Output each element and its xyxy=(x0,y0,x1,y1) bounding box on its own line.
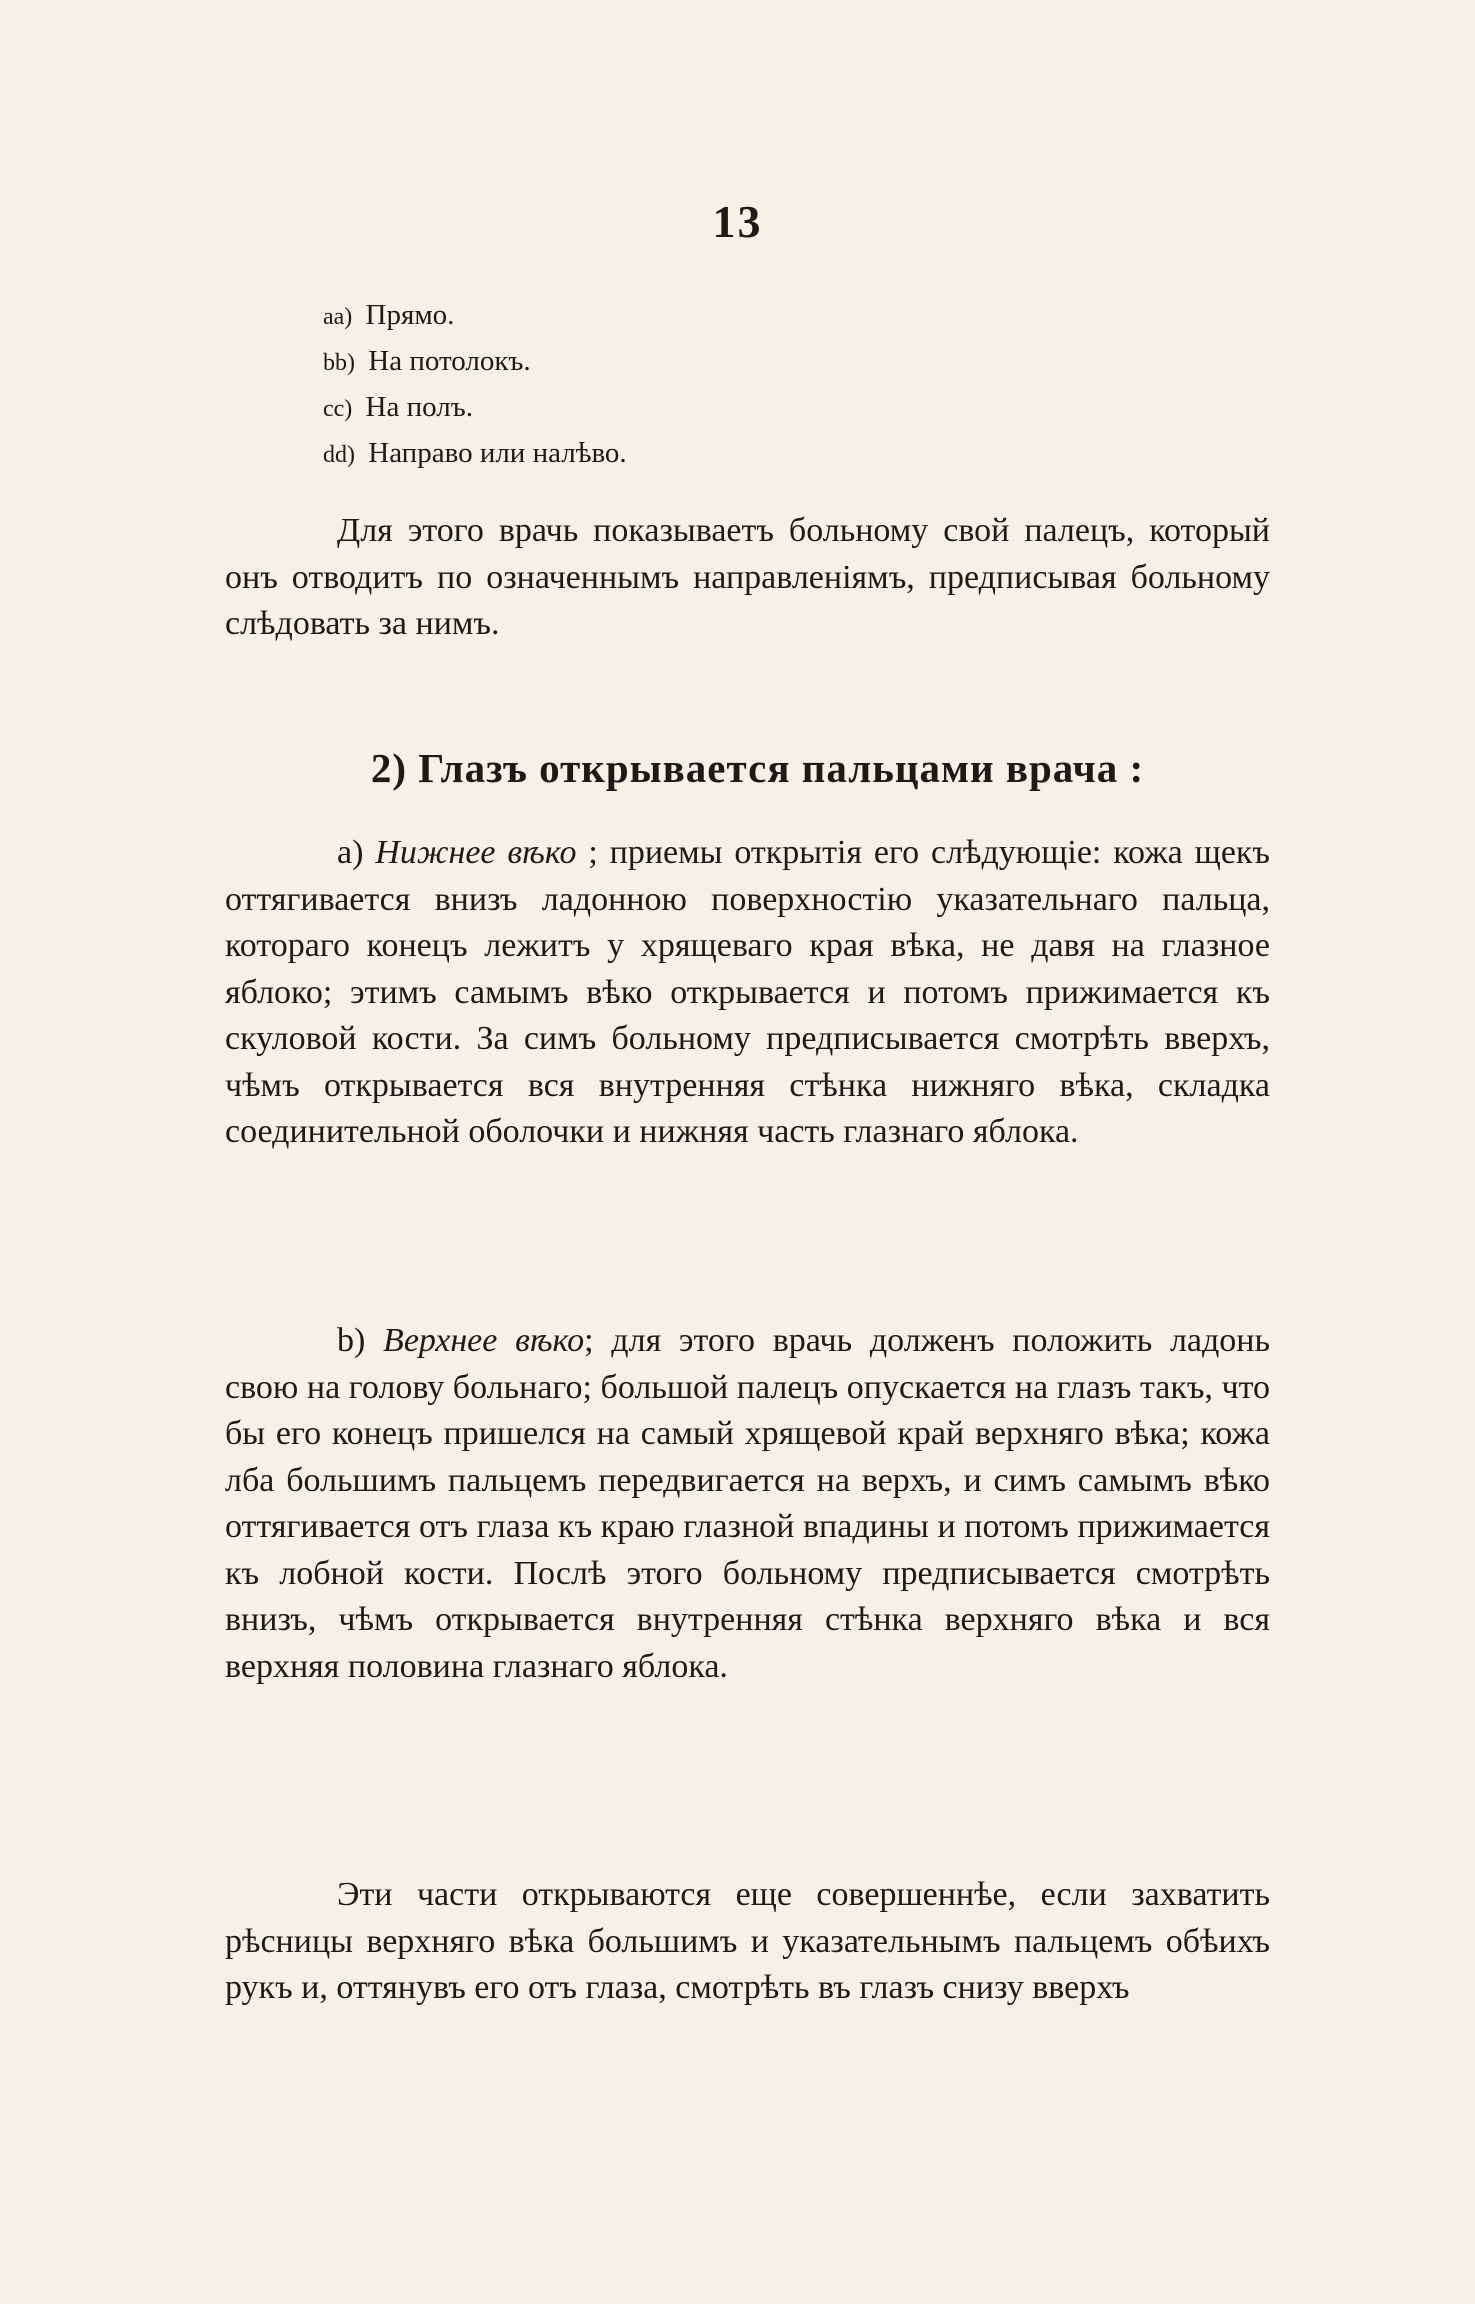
paragraph-text: Эти части открываются еще совершеннѣе, если захватить рѣсницы верхняго вѣка большимъ и указательнымъ пальцемъ обѣихъ рукъ и, оттянувъ его отъ глаза, смотрѣть въ глазъ снизу вверхъ xyxy=(225,1876,1270,2006)
paragraph-upper-eyelid xyxy=(225,1318,1270,1690)
paragraph-eyelashes xyxy=(225,1872,1270,2012)
item-label: b) xyxy=(337,1322,366,1359)
list-item xyxy=(323,430,1223,476)
page-number: 13 xyxy=(712,196,763,247)
item-body: ; приемы открытiя его слѣдующiе: кожа щекъ оттягивается внизъ ладонною поверхностiю указательнаго пальца, котораго конецъ лежитъ у хрящеваго края вѣка, не давя на глазное яблоко; этимъ самымъ вѣко открывается и потомъ прижимается къ скуловой кости. За симъ больному предписывается смотрѣть вверхъ, чѣмъ открывается вся внутренняя стѣнка нижняго вѣка, складка соединительной оболочки и нижняя часть глазнаго яблока. xyxy=(225,834,1271,1150)
item-label: а) xyxy=(337,834,364,871)
list-item-text: Прямо. xyxy=(365,299,455,331)
list-marker: cc) xyxy=(323,396,353,422)
paragraph-text: Для этого врачь показываетъ больному свой палецъ, который онъ отводитъ по означеннымъ направленiямъ, предписывая больному слѣдовать за нимъ. xyxy=(225,512,1270,642)
item-term: Нижнее вѣко xyxy=(375,834,577,871)
list-marker: dd) xyxy=(323,442,355,468)
list-marker: aa) xyxy=(323,304,353,330)
paragraph-lower-eyelid xyxy=(225,830,1270,1156)
list-item-text: Направо или налѣво. xyxy=(368,437,627,469)
list-item xyxy=(323,384,1223,430)
item-term: Верхнее вѣко xyxy=(383,1322,585,1359)
direction-list xyxy=(323,292,1223,476)
list-marker: bb) xyxy=(323,350,355,376)
item-body: ; для этого врачь долженъ положить ладонь свою на голову больнаго; большой палецъ опускается на глазъ такъ, что бы его конецъ пришелся на самый хрящевой край верхняго вѣка; кожа лба большимъ пальцемъ передвигается на верхъ, и симъ самымъ вѣко оттягивается отъ глаза къ краю глазной впадины и потомъ прижимается къ лобной кости. Послѣ этого больному предписывается смотрѣть внизъ, чѣмъ открывается внутренняя стѣнка верхняго вѣка и вся верхняя половина глазнаго яблока. xyxy=(225,1322,1270,1685)
paragraph-text xyxy=(225,830,1270,1156)
paragraph-finger-direction xyxy=(225,508,1270,648)
list-item xyxy=(323,338,1223,384)
list-item xyxy=(323,292,1223,338)
list-item-text: На полъ. xyxy=(365,391,473,423)
paragraph-text xyxy=(225,1318,1270,1690)
list-item-text: На потолокъ. xyxy=(368,345,531,377)
section-heading: 2) Глазъ открывается пальцами врача : xyxy=(370,745,1145,791)
